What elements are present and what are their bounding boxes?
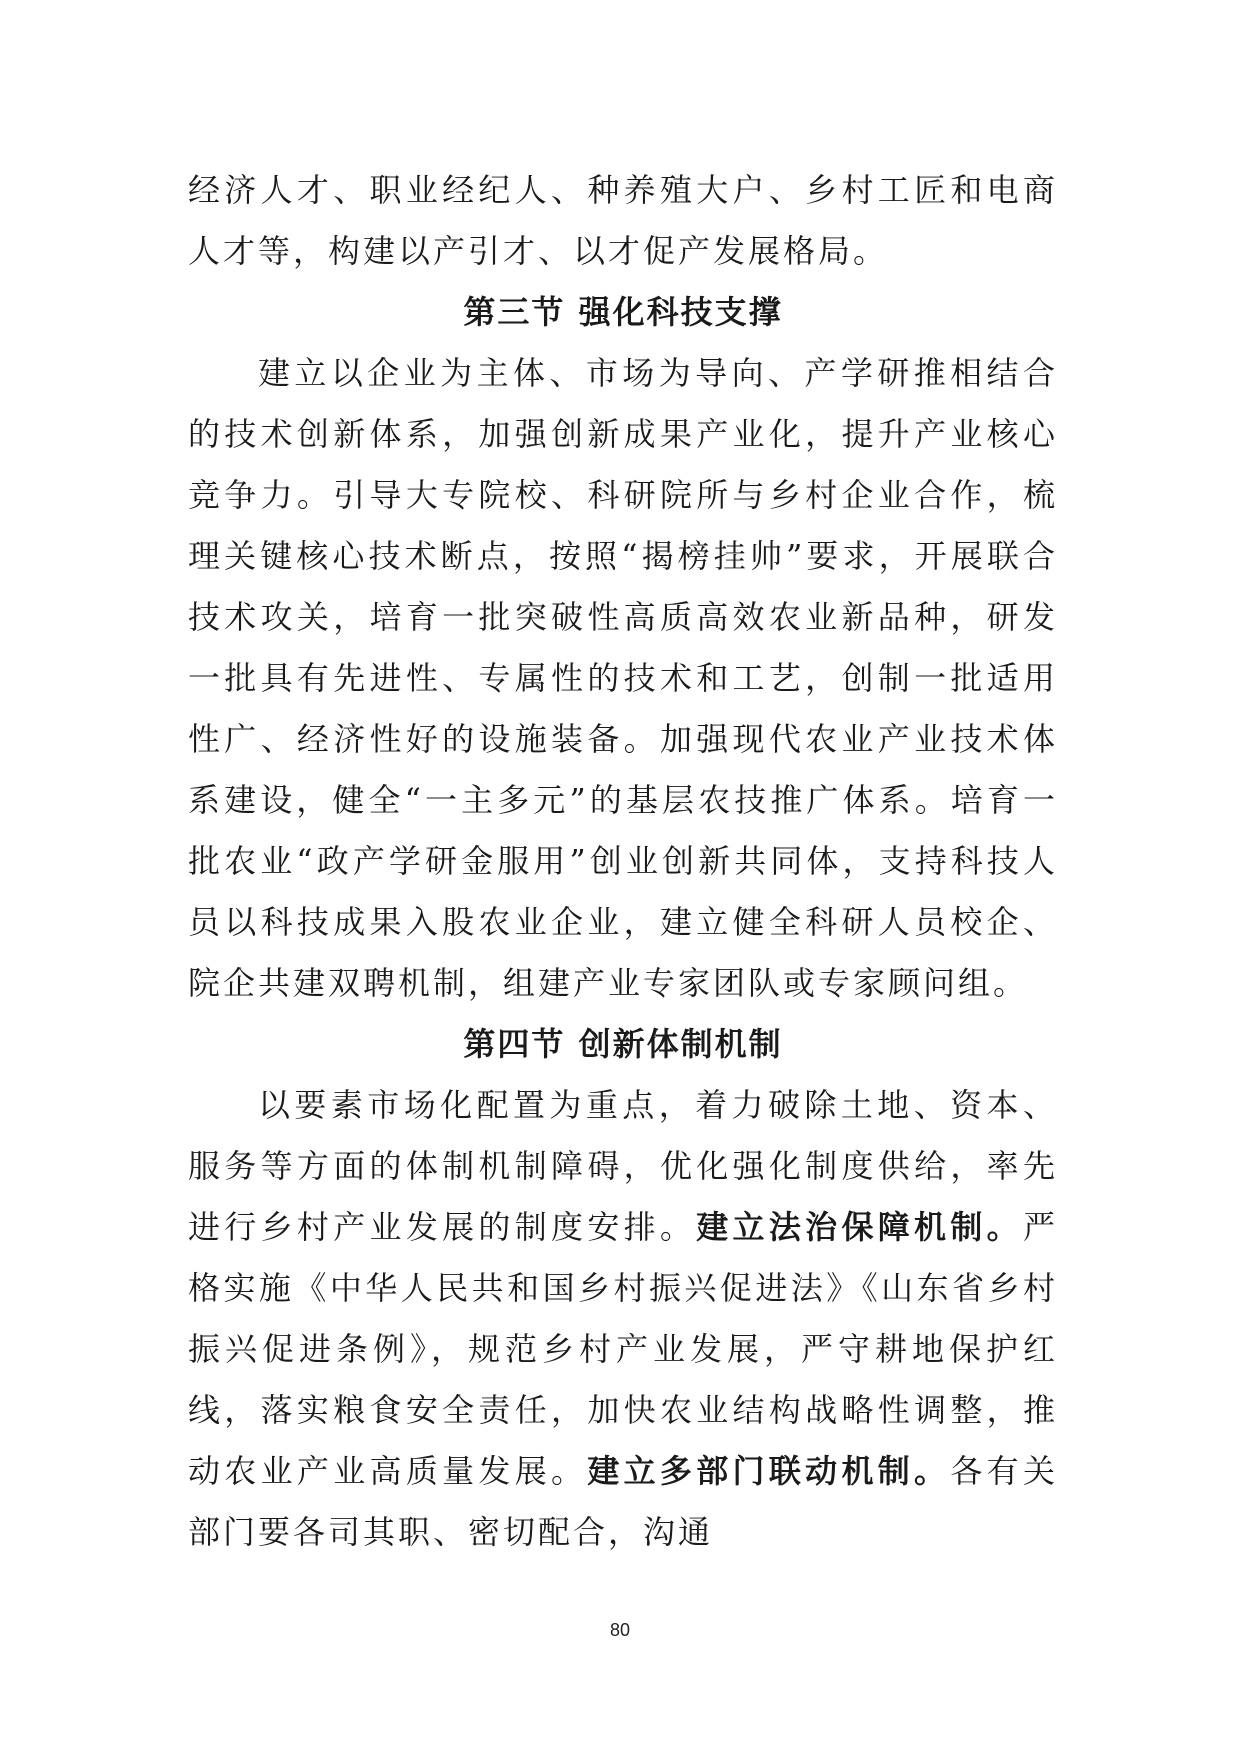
section-3-title: 第三节 强化科技支撑: [463, 293, 783, 331]
section-4-bold-1: 建立法治保障机制。: [696, 1208, 1023, 1246]
page-number: 80: [609, 1620, 631, 1640]
document-page: [188, 160, 1058, 1563]
paragraph-continuation: 经济人才、职业经纪人、种养殖大户、乡村工匠和电商人才等，构建以产引才、以才促产发展格局。: [188, 171, 1058, 270]
section-3-body: 建立以企业为主体、市场为导向、产学研推相结合的技术创新体系，加强创新成果产业化，提升产业核心竞争力。引导大专院校、科研院所与乡村企业合作，梳理关键核心技术断点，按照“揭榜挂帅”要求，开展联合技术攻关，培育一批突破性高质高效农业新品种，研发一批具有先进性、专属性的技术和工艺，创制一批适用性广、经济性好的设施装备。加强现代农业产业技术体系建设，健全“一主多元”的基层农技推广体系。培育一批农业“政产学研金服用”创业创新共同体，支持科技人员以科技成果入股农业企业，建立健全科研人员校企、院企共建双聘机制，组建产业专家团队或专家顾问组。: [188, 354, 1058, 1002]
section-4-text-1: 以要素市场化配置为重点，着力破除土地、资本、服务等方面的体制机制障碍，优化强化制度供给，率先进行乡村产业发展的制度安排。: [188, 1086, 1058, 1246]
section-4-title: 第四节 创新体制机制: [463, 1025, 783, 1063]
section-4-bold-2: 建立多部门联动机制。: [587, 1452, 951, 1490]
section-4-text-2: 严格实施《中华人民共和国乡村振兴促进法》《山东省乡村振兴促进条例》，规范乡村产业发展，严守耕地保护红线，落实粮食安全责任，加快农业结构战略性调整，推动农业产业高质量发展。: [188, 1208, 1058, 1490]
section-4-text-3: 各有关部门要各司其职、密切配合，沟通: [188, 1452, 1058, 1551]
section-4-body: [188, 1075, 1058, 1563]
